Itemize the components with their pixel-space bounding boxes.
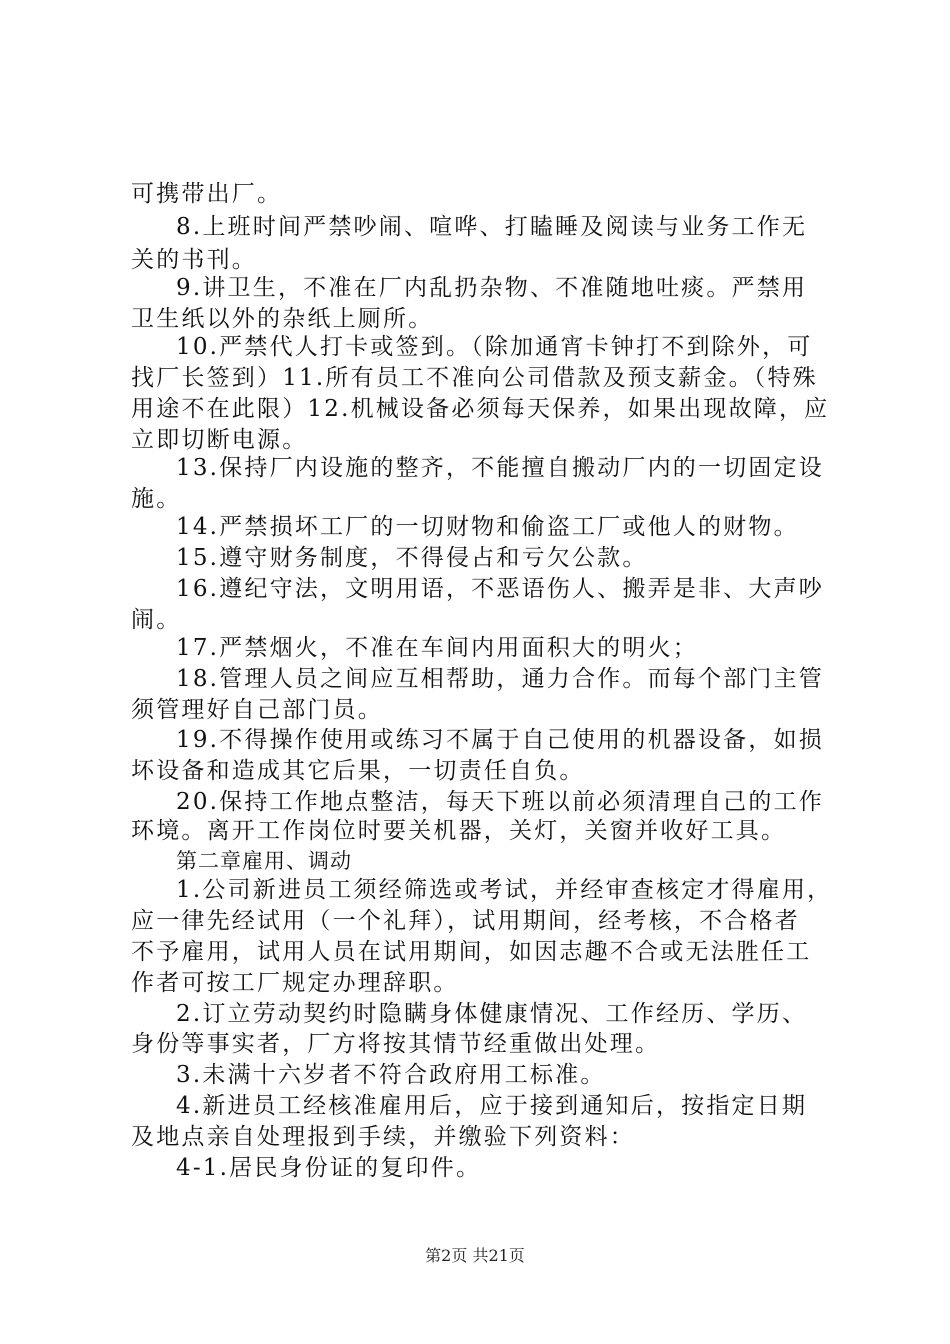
text-line: 2.订立劳动契约时隐瞒身体健康情况、工作经历、学历、: [176, 1001, 808, 1027]
text-line: 1.公司新进员工须经筛选或考试，并经审查核定才得雇用，: [176, 877, 833, 903]
text-line: 用途不在此限）12.机械设备必须每天保养，如果出现故障，应: [131, 396, 830, 422]
text-line: 8.上班时间严禁吵闹、喧哗、打瞌睡及阅读与业务工作无: [176, 214, 808, 240]
text-line: 16.遵纪守法，文明用语，不恶语伤人、搬弄是非、大声吵: [176, 576, 824, 602]
text-line: 4-1.居民身份证的复印件。: [176, 1155, 482, 1181]
text-line: 18.管理人员之间应互相帮助，通力合作。而每个部门主管: [176, 666, 824, 692]
text-line: 坏设备和造成其它后果，一切责任自负。: [131, 758, 585, 784]
text-line: 须管理好自己部门员。: [131, 697, 383, 723]
text-line: 不予雇用，试用人员在试用期间，如因志趣不合或无法胜任工: [131, 939, 812, 965]
text-line: 及地点亲自处理报到手续，并缴验下列资料：: [131, 1124, 635, 1150]
text-line: 作者可按工厂规定办理辞职。: [131, 970, 459, 996]
text-line: 10.严禁代人打卡或签到。（除加通宵卡钟打不到除外，可: [176, 334, 813, 360]
text-line: 13.保持厂内设施的整齐，不能擅自搬动厂内的一切固定设: [176, 455, 824, 481]
text-line: 闹。: [131, 607, 182, 633]
text-line: 20.保持工作地点整洁，每天下班以前必须清理自己的工作: [176, 789, 824, 815]
text-line: 立即切断电源。: [131, 427, 308, 453]
text-line: 施。: [131, 486, 182, 512]
text-line: 3.未满十六岁者不符合政府用工标准。: [176, 1062, 606, 1088]
page-number-footer: 第2页 共21页: [425, 1246, 525, 1265]
text-line: 应一律先经试用（一个礼拜），试用期间，经考核，不合格者: [131, 908, 800, 934]
text-line: 身份等事实者，厂方将按其情节经重做出处理。: [131, 1031, 661, 1057]
text-line: 17.严禁烟火，不准在车间内用面积大的明火；: [176, 635, 698, 661]
text-line: 15.遵守财务制度，不得侵占和亏欠公款。: [176, 545, 648, 571]
text-line: 9.讲卫生，不准在厂内乱扔杂物、不准随地吐痰。严禁用: [176, 275, 808, 301]
text-line: 19.不得操作使用或练习不属于自己使用的机器设备，如损: [176, 727, 824, 753]
text-line: 关的书刊。: [131, 247, 257, 273]
text-line: 找厂长签到）11.所有员工不准向公司借款及预支薪金。（特殊: [131, 365, 818, 391]
text-line: 卫生纸以外的杂纸上厕所。: [131, 306, 434, 332]
text-line: 可携带出厂。: [131, 181, 283, 207]
text-line: 4.新进员工经核准雇用后，应于接到通知后，按指定日期: [176, 1093, 808, 1119]
chapter-heading: 第二章雇用、调动: [176, 849, 352, 873]
text-line: 环境。离开工作岗位时要关机器，关灯，关窗并收好工具。: [131, 818, 787, 844]
text-line: 14.严禁损坏工厂的一切财物和偷盗工厂或他人的财物。: [176, 514, 799, 540]
